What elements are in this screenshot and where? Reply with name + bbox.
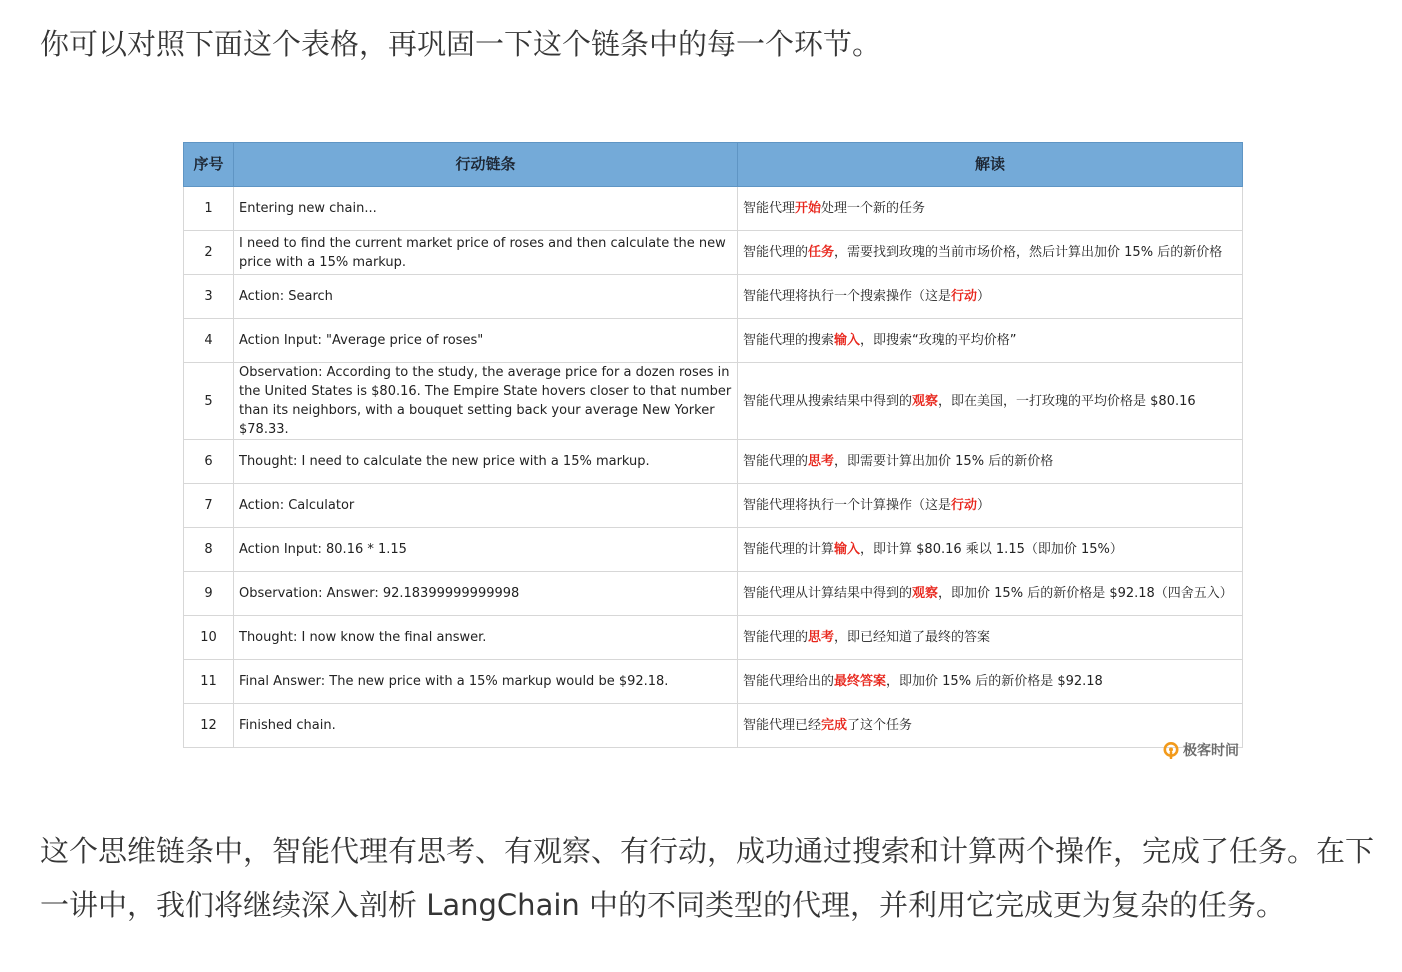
interpretation-text: 智能代理给出的 — [743, 674, 835, 689]
row-interpretation — [738, 616, 1243, 660]
interpretation-text: ，需要找到玫瑰的当前市场价格，然后计算出加价 15% 后的新价格 — [834, 245, 1223, 260]
agent-chain-table — [183, 142, 1242, 748]
interpretation-text: 智能代理将执行一个计算操作（这是 — [743, 498, 952, 513]
row-action-chain: Final Answer: The new price with a 15% markup would be $92.18. — [234, 660, 738, 704]
row-interpretation — [738, 484, 1243, 528]
interpretation-text: 智能代理将执行一个搜索操作（这是 — [743, 289, 952, 304]
row-action-chain: Action Input: 80.16 * 1.15 — [234, 528, 738, 572]
interpretation-text: ，即在美国，一打玫瑰的平均价格是 $80.16 — [938, 393, 1196, 409]
highlight-keyword: 观察 — [912, 393, 939, 409]
chain-table — [183, 142, 1243, 748]
interpretation-text: 智能代理的搜索 — [743, 333, 835, 348]
row-interpretation — [738, 440, 1243, 484]
table-row — [184, 363, 1243, 440]
row-index: 12 — [184, 704, 234, 748]
header-index: 序号 — [184, 143, 234, 187]
row-index: 6 — [184, 440, 234, 484]
row-interpretation — [738, 231, 1243, 275]
highlight-keyword: 输入 — [834, 542, 861, 557]
interpretation-text: ，即加价 15% 后的新价格是 $92.18（四舍五入） — [938, 586, 1233, 601]
row-action-chain: Finished chain. — [234, 704, 738, 748]
row-action-chain: Action Input: "Average price of roses" — [234, 319, 738, 363]
table-row — [184, 484, 1243, 528]
row-interpretation — [738, 660, 1243, 704]
interpretation-text: ，即计算 $80.16 乘以 1.15（即加价 15%） — [860, 542, 1123, 557]
row-interpretation — [738, 363, 1243, 440]
interpretation-text: 智能代理的 — [743, 630, 809, 645]
row-action-chain: Observation: Answer: 92.18399999999998 — [234, 572, 738, 616]
geektime-logo-icon — [1162, 741, 1180, 759]
row-action-chain: Entering new chain... — [234, 187, 738, 231]
table-row — [184, 704, 1243, 748]
table-row — [184, 572, 1243, 616]
row-index: 1 — [184, 187, 234, 231]
table-row — [184, 231, 1243, 275]
highlight-keyword: 完成 — [821, 718, 848, 733]
interpretation-text: 智能代理 — [743, 201, 796, 216]
outro-paragraph: 这个思维链条中，智能代理有思考、有观察、有行动，成功通过搜索和计算两个操作，完成了任务。在下一讲中，我们将继续深入剖析 LangChain 中的不同类型的代理，并利用它完成更为复杂的任务。 — [40, 834, 1375, 922]
row-action-chain: Thought: I need to calculate the new price with a 15% markup. — [234, 440, 738, 484]
row-interpretation — [738, 528, 1243, 572]
interpretation-text: ） — [977, 289, 991, 304]
highlight-keyword: 思考 — [808, 630, 835, 645]
row-action-chain: I need to find the current market price of roses and then calculate the new price with a 15% markup. — [234, 231, 738, 275]
row-index: 4 — [184, 319, 234, 363]
table-row — [184, 616, 1243, 660]
interpretation-text: ，即已经知道了最终的答案 — [834, 630, 991, 645]
row-interpretation — [738, 275, 1243, 319]
row-action-chain: Action: Search — [234, 275, 738, 319]
row-action-chain: Thought: I now know the final answer. — [234, 616, 738, 660]
highlight-keyword: 行动 — [951, 289, 978, 304]
highlight-keyword: 开始 — [795, 201, 822, 216]
highlight-keyword: 最终答案 — [834, 674, 887, 689]
interpretation-text: 智能代理的计算 — [743, 542, 835, 557]
row-interpretation — [738, 187, 1243, 231]
highlight-keyword: 行动 — [951, 498, 978, 513]
interpretation-text: ，即需要计算出加价 15% 后的新价格 — [834, 454, 1054, 469]
table-header-row — [184, 143, 1243, 187]
row-interpretation — [738, 319, 1243, 363]
row-index: 8 — [184, 528, 234, 572]
row-action-chain: Action: Calculator — [234, 484, 738, 528]
table-row — [184, 187, 1243, 231]
row-index: 9 — [184, 572, 234, 616]
interpretation-text: 智能代理已经 — [743, 718, 822, 733]
row-action-chain: Observation: According to the study, the average price for a dozen roses in the United States is $80.16. The Empire State hovers closer to that number than its neighbors, with a bouquet setting back your average New Yorker $78.33. — [234, 363, 738, 440]
row-index: 10 — [184, 616, 234, 660]
table-row — [184, 528, 1243, 572]
row-index: 2 — [184, 231, 234, 275]
watermark-text: 极客时间 — [1183, 743, 1239, 759]
interpretation-text: 智能代理从计算结果中得到的 — [743, 586, 913, 601]
row-interpretation — [738, 572, 1243, 616]
highlight-keyword: 输入 — [834, 333, 861, 348]
table-row — [184, 319, 1243, 363]
intro-paragraph: 你可以对照下面这个表格，再巩固一下这个链条中的每一个环节。 — [40, 27, 882, 61]
interpretation-text: ） — [977, 498, 991, 513]
row-index: 3 — [184, 275, 234, 319]
interpretation-text: 智能代理的 — [743, 245, 809, 260]
highlight-keyword: 思考 — [808, 454, 835, 469]
interpretation-text: ，即搜索“玫瑰的平均价格” — [860, 333, 1017, 348]
header-action-chain: 行动链条 — [234, 143, 738, 187]
row-index: 11 — [184, 660, 234, 704]
header-interpretation: 解读 — [738, 143, 1243, 187]
interpretation-text: 智能代理的 — [743, 454, 809, 469]
interpretation-text: 智能代理从搜索结果中得到的 — [743, 393, 913, 409]
highlight-keyword: 观察 — [912, 586, 939, 601]
interpretation-text: 了这个任务 — [847, 718, 913, 733]
interpretation-text: 处理一个新的任务 — [821, 201, 926, 216]
row-index: 5 — [184, 363, 234, 440]
row-index: 7 — [184, 484, 234, 528]
geektime-watermark — [1162, 739, 1239, 761]
highlight-keyword: 任务 — [808, 245, 835, 260]
table-row — [184, 275, 1243, 319]
table-body — [184, 187, 1243, 748]
table-row — [184, 440, 1243, 484]
table-row — [184, 660, 1243, 704]
interpretation-text: ，即加价 15% 后的新价格是 $92.18 — [886, 674, 1103, 689]
